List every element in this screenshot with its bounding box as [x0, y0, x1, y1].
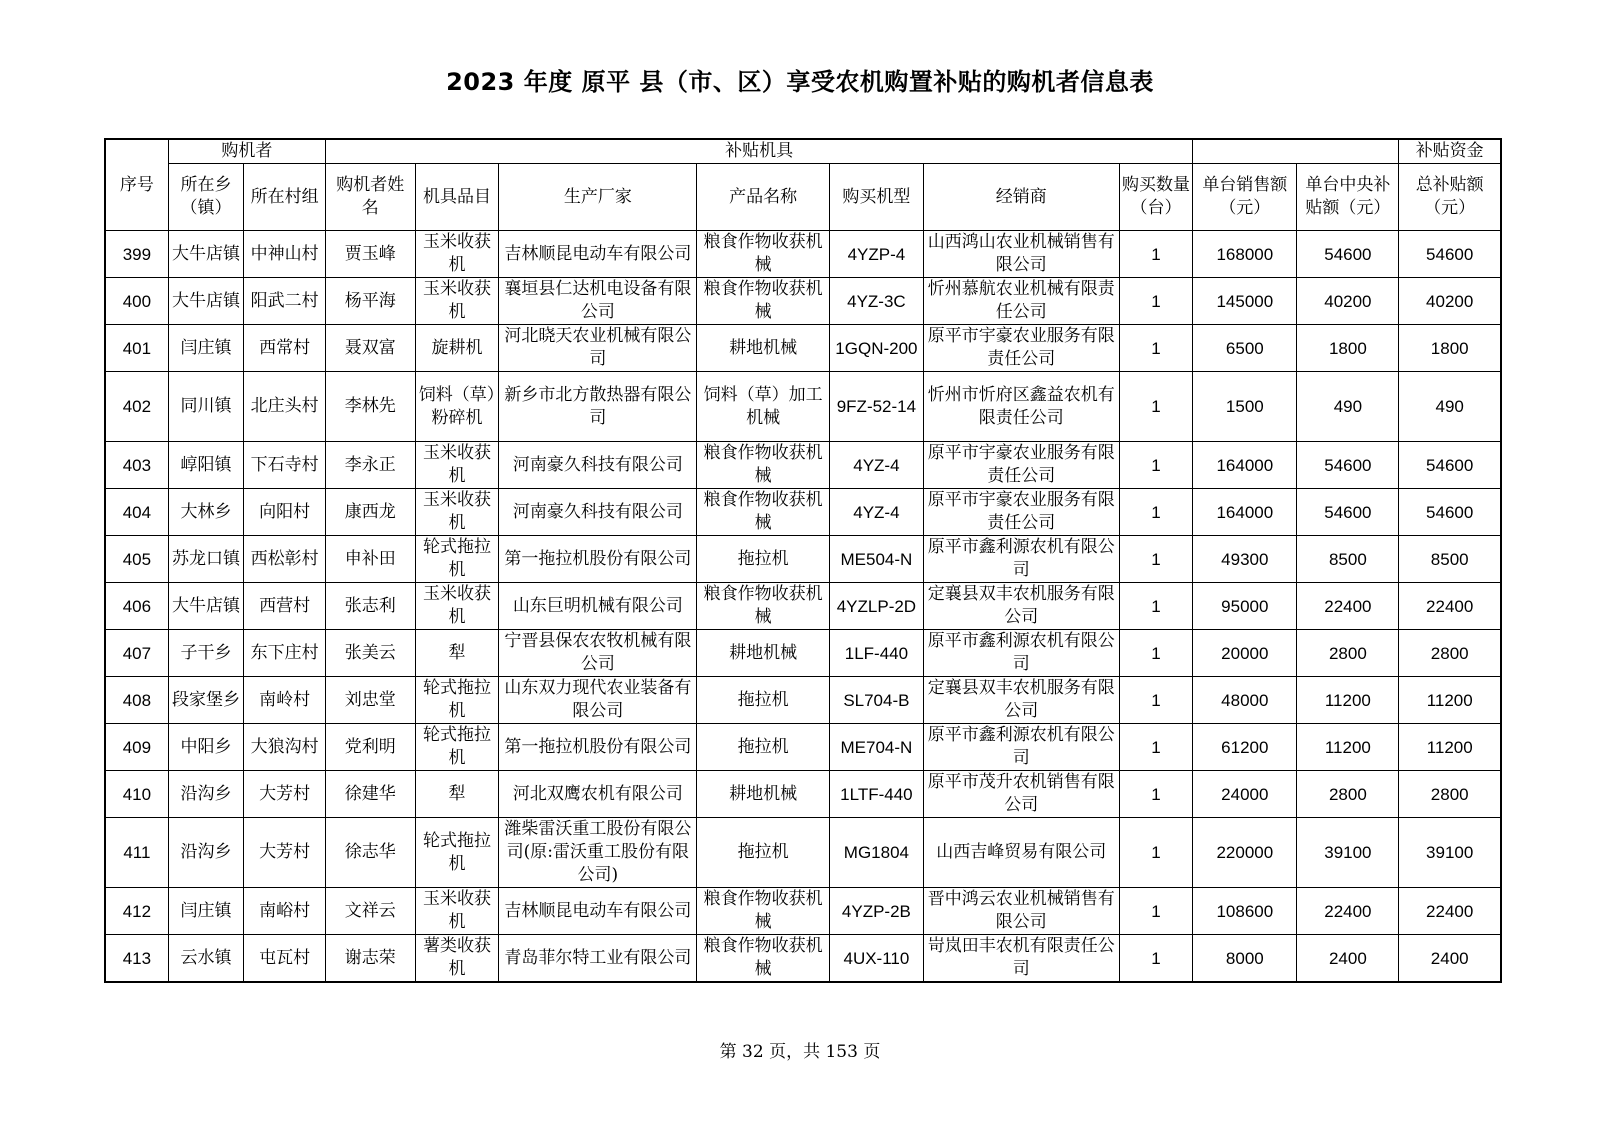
cell-unit-price: 108600: [1193, 888, 1297, 935]
group-header-buyer: 购机者: [168, 139, 325, 164]
cell-product: 粮食作物收获机械: [697, 888, 830, 935]
cell-seq: 413: [105, 935, 168, 983]
cell-total-subsidy: 22400: [1399, 583, 1501, 630]
cell-seq: 403: [105, 442, 168, 489]
table-row: [105, 630, 1501, 677]
cell-unit-price: 145000: [1193, 278, 1297, 325]
cell-unit-price: 61200: [1193, 724, 1297, 771]
table-row: [105, 325, 1501, 372]
cell-manufacturer: 潍柴雷沃重工股份有限公司(原:雷沃重工股份有限公司): [499, 818, 697, 888]
cell-manufacturer: 宁晋县保农农牧机械有限公司: [499, 630, 697, 677]
cell-central-subsidy: 11200: [1297, 677, 1399, 724]
cell-central-subsidy: 1800: [1297, 325, 1399, 372]
cell-township: 中阳乡: [168, 724, 244, 771]
cell-model: 4YZ-3C: [829, 278, 923, 325]
col-header-model: 购买机型: [829, 164, 923, 231]
cell-unit-price: 164000: [1193, 442, 1297, 489]
cell-buyer-name: 徐志华: [325, 818, 415, 888]
cell-township: 崞阳镇: [168, 442, 244, 489]
col-header-category: 机具品目: [415, 164, 499, 231]
cell-category: 玉米收获机: [415, 231, 499, 278]
cell-seq: 410: [105, 771, 168, 818]
cell-unit-price: 24000: [1193, 771, 1297, 818]
cell-manufacturer: 第一拖拉机股份有限公司: [499, 536, 697, 583]
cell-township: 闫庄镇: [168, 888, 244, 935]
cell-product: 拖拉机: [697, 818, 830, 888]
cell-township: 苏龙口镇: [168, 536, 244, 583]
cell-total-subsidy: 40200: [1399, 278, 1501, 325]
cell-unit-price: 1500: [1193, 372, 1297, 442]
cell-model: 4UX-110: [829, 935, 923, 983]
cell-total-subsidy: 2800: [1399, 630, 1501, 677]
cell-manufacturer: 襄垣县仁达机电设备有限公司: [499, 278, 697, 325]
table-row: [105, 888, 1501, 935]
table-row: [105, 771, 1501, 818]
cell-product: 粮食作物收获机械: [697, 583, 830, 630]
cell-model: 9FZ-52-14: [829, 372, 923, 442]
table-row: [105, 677, 1501, 724]
cell-manufacturer: 河北晓天农业机械有限公司: [499, 325, 697, 372]
cell-township: 闫庄镇: [168, 325, 244, 372]
col-header-product: 产品名称: [697, 164, 830, 231]
cell-dealer: 山西吉峰贸易有限公司: [923, 818, 1119, 888]
cell-product: 拖拉机: [697, 677, 830, 724]
cell-category: 玉米收获机: [415, 583, 499, 630]
cell-quantity: 1: [1119, 325, 1193, 372]
cell-village: 大芳村: [244, 818, 326, 888]
cell-unit-price: 6500: [1193, 325, 1297, 372]
cell-product: 耕地机械: [697, 325, 830, 372]
cell-village: 西营村: [244, 583, 326, 630]
col-header-village: 所在村组: [244, 164, 326, 231]
cell-unit-price: 20000: [1193, 630, 1297, 677]
cell-township: 云水镇: [168, 935, 244, 983]
cell-manufacturer: 河北双鹰农机有限公司: [499, 771, 697, 818]
cell-manufacturer: 吉林顺昆电动车有限公司: [499, 888, 697, 935]
cell-village: 东下庄村: [244, 630, 326, 677]
cell-unit-price: 95000: [1193, 583, 1297, 630]
cell-quantity: 1: [1119, 677, 1193, 724]
cell-category: 薯类收获机: [415, 935, 499, 983]
col-header-dealer: 经销商: [923, 164, 1119, 231]
cell-total-subsidy: 54600: [1399, 489, 1501, 536]
cell-product: 粮食作物收获机械: [697, 231, 830, 278]
cell-manufacturer: 青岛菲尔特工业有限公司: [499, 935, 697, 983]
cell-model: SL704-B: [829, 677, 923, 724]
cell-product: 粮食作物收获机械: [697, 278, 830, 325]
cell-quantity: 1: [1119, 935, 1193, 983]
cell-seq: 405: [105, 536, 168, 583]
document-title: 2023 年度 原平 县（市、区）享受农机购置补贴的购机者信息表: [446, 68, 1154, 96]
cell-quantity: 1: [1119, 489, 1193, 536]
table-row: [105, 278, 1501, 325]
cell-buyer-name: 张志利: [325, 583, 415, 630]
table-row: [105, 372, 1501, 442]
cell-buyer-name: 文祥云: [325, 888, 415, 935]
cell-total-subsidy: 1800: [1399, 325, 1501, 372]
table-row: [105, 935, 1501, 983]
cell-category: 玉米收获机: [415, 442, 499, 489]
cell-quantity: 1: [1119, 231, 1193, 278]
cell-seq: 412: [105, 888, 168, 935]
cell-dealer: 原平市鑫利源农机有限公司: [923, 536, 1119, 583]
cell-seq: 409: [105, 724, 168, 771]
cell-manufacturer: 山东巨明机械有限公司: [499, 583, 697, 630]
table-row: [105, 442, 1501, 489]
cell-total-subsidy: 54600: [1399, 231, 1501, 278]
cell-village: 大芳村: [244, 771, 326, 818]
cell-total-subsidy: 11200: [1399, 724, 1501, 771]
col-header-buyer-name: 购机者姓名: [325, 164, 415, 231]
cell-buyer-name: 谢志荣: [325, 935, 415, 983]
cell-dealer: 原平市鑫利源农机有限公司: [923, 630, 1119, 677]
cell-total-subsidy: 11200: [1399, 677, 1501, 724]
table-header: [105, 139, 1501, 231]
cell-township: 段家堡乡: [168, 677, 244, 724]
group-header-machine: 补贴机具: [325, 139, 1192, 164]
cell-quantity: 1: [1119, 818, 1193, 888]
cell-township: 大牛店镇: [168, 583, 244, 630]
table-row: [105, 536, 1501, 583]
cell-category: 犁: [415, 771, 499, 818]
cell-category: 玉米收获机: [415, 278, 499, 325]
cell-village: 南峪村: [244, 888, 326, 935]
cell-total-subsidy: 22400: [1399, 888, 1501, 935]
col-header-unit-price: 单台销售额（元）: [1193, 164, 1297, 231]
cell-seq: 401: [105, 325, 168, 372]
cell-category: 轮式拖拉机: [415, 536, 499, 583]
cell-central-subsidy: 2400: [1297, 935, 1399, 983]
cell-central-subsidy: 54600: [1297, 442, 1399, 489]
cell-dealer: 原平市鑫利源农机有限公司: [923, 724, 1119, 771]
col-header-seq: 序号: [105, 139, 168, 231]
group-header-funds-spacer: [1193, 139, 1399, 164]
cell-village: 西常村: [244, 325, 326, 372]
cell-total-subsidy: 54600: [1399, 442, 1501, 489]
cell-central-subsidy: 22400: [1297, 583, 1399, 630]
cell-model: ME504-N: [829, 536, 923, 583]
cell-quantity: 1: [1119, 536, 1193, 583]
cell-product: 拖拉机: [697, 536, 830, 583]
cell-model: 4YZ-4: [829, 442, 923, 489]
cell-seq: 408: [105, 677, 168, 724]
cell-dealer: 定襄县双丰农机服务有限公司: [923, 677, 1119, 724]
cell-central-subsidy: 22400: [1297, 888, 1399, 935]
table-row: [105, 818, 1501, 888]
cell-unit-price: 8000: [1193, 935, 1297, 983]
cell-model: 4YZP-2B: [829, 888, 923, 935]
cell-village: 南岭村: [244, 677, 326, 724]
cell-product: 耕地机械: [697, 630, 830, 677]
cell-central-subsidy: 54600: [1297, 489, 1399, 536]
cell-manufacturer: 河南豪久科技有限公司: [499, 442, 697, 489]
cell-manufacturer: 河南豪久科技有限公司: [499, 489, 697, 536]
buyer-info-table: [104, 138, 1502, 983]
cell-township: 大牛店镇: [168, 278, 244, 325]
cell-dealer: 岢岚田丰农机有限责任公司: [923, 935, 1119, 983]
cell-central-subsidy: 40200: [1297, 278, 1399, 325]
cell-central-subsidy: 11200: [1297, 724, 1399, 771]
cell-quantity: 1: [1119, 442, 1193, 489]
cell-township: 沿沟乡: [168, 818, 244, 888]
cell-model: 1GQN-200: [829, 325, 923, 372]
cell-buyer-name: 杨平海: [325, 278, 415, 325]
cell-village: 屯瓦村: [244, 935, 326, 983]
cell-category: 轮式拖拉机: [415, 724, 499, 771]
cell-quantity: 1: [1119, 372, 1193, 442]
cell-manufacturer: 第一拖拉机股份有限公司: [499, 724, 697, 771]
cell-category: 轮式拖拉机: [415, 677, 499, 724]
cell-manufacturer: 山东双力现代农业装备有限公司: [499, 677, 697, 724]
table-row: [105, 724, 1501, 771]
cell-dealer: 原平市宇豪农业服务有限责任公司: [923, 442, 1119, 489]
cell-total-subsidy: 8500: [1399, 536, 1501, 583]
cell-quantity: 1: [1119, 771, 1193, 818]
table-row: [105, 489, 1501, 536]
cell-category: 玉米收获机: [415, 489, 499, 536]
cell-village: 大狼沟村: [244, 724, 326, 771]
cell-product: 拖拉机: [697, 724, 830, 771]
cell-village: 西松彰村: [244, 536, 326, 583]
cell-unit-price: 49300: [1193, 536, 1297, 583]
cell-seq: 404: [105, 489, 168, 536]
cell-buyer-name: 康西龙: [325, 489, 415, 536]
cell-dealer: 原平市宇豪农业服务有限责任公司: [923, 489, 1119, 536]
cell-village: 下石寺村: [244, 442, 326, 489]
cell-central-subsidy: 8500: [1297, 536, 1399, 583]
cell-product: 粮食作物收获机械: [697, 489, 830, 536]
cell-product: 粮食作物收获机械: [697, 442, 830, 489]
cell-seq: 400: [105, 278, 168, 325]
cell-buyer-name: 张美云: [325, 630, 415, 677]
cell-category: 旋耕机: [415, 325, 499, 372]
cell-buyer-name: 聂双富: [325, 325, 415, 372]
cell-village: 向阳村: [244, 489, 326, 536]
table-body: [105, 231, 1501, 983]
cell-buyer-name: 李永正: [325, 442, 415, 489]
cell-model: 4YZP-4: [829, 231, 923, 278]
cell-dealer: 原平市宇豪农业服务有限责任公司: [923, 325, 1119, 372]
col-header-quantity: 购买数量（台）: [1119, 164, 1193, 231]
cell-total-subsidy: 2400: [1399, 935, 1501, 983]
cell-model: 4YZ-4: [829, 489, 923, 536]
cell-dealer: 忻州慕航农业机械有限责任公司: [923, 278, 1119, 325]
cell-seq: 411: [105, 818, 168, 888]
cell-unit-price: 164000: [1193, 489, 1297, 536]
cell-product: 饲料（草）加工机械: [697, 372, 830, 442]
cell-central-subsidy: 490: [1297, 372, 1399, 442]
cell-product: 耕地机械: [697, 771, 830, 818]
page-footer: 第 32 页，共 153 页: [719, 1042, 881, 1062]
cell-township: 同川镇: [168, 372, 244, 442]
cell-quantity: 1: [1119, 724, 1193, 771]
cell-model: 1LTF-440: [829, 771, 923, 818]
cell-dealer: 晋中鸿云农业机械销售有限公司: [923, 888, 1119, 935]
cell-category: 轮式拖拉机: [415, 818, 499, 888]
cell-model: 4YZLP-2D: [829, 583, 923, 630]
cell-model: ME704-N: [829, 724, 923, 771]
cell-buyer-name: 贾玉峰: [325, 231, 415, 278]
cell-seq: 402: [105, 372, 168, 442]
table-row: [105, 231, 1501, 278]
cell-township: 大林乡: [168, 489, 244, 536]
cell-quantity: 1: [1119, 888, 1193, 935]
cell-seq: 406: [105, 583, 168, 630]
cell-model: 1LF-440: [829, 630, 923, 677]
cell-central-subsidy: 54600: [1297, 231, 1399, 278]
cell-manufacturer: 新乡市北方散热器有限公司: [499, 372, 697, 442]
cell-buyer-name: 李林先: [325, 372, 415, 442]
col-header-manufacturer: 生产厂家: [499, 164, 697, 231]
cell-township: 子干乡: [168, 630, 244, 677]
cell-central-subsidy: 39100: [1297, 818, 1399, 888]
cell-quantity: 1: [1119, 583, 1193, 630]
cell-quantity: 1: [1119, 278, 1193, 325]
cell-seq: 399: [105, 231, 168, 278]
cell-township: 沿沟乡: [168, 771, 244, 818]
cell-quantity: 1: [1119, 630, 1193, 677]
cell-dealer: 山西鸿山农业机械销售有限公司: [923, 231, 1119, 278]
cell-village: 北庄头村: [244, 372, 326, 442]
cell-unit-price: 168000: [1193, 231, 1297, 278]
cell-total-subsidy: 39100: [1399, 818, 1501, 888]
group-header-funds: 补贴资金: [1399, 139, 1501, 164]
cell-buyer-name: 党利明: [325, 724, 415, 771]
cell-buyer-name: 刘忠堂: [325, 677, 415, 724]
cell-village: 中神山村: [244, 231, 326, 278]
cell-dealer: 定襄县双丰农机服务有限公司: [923, 583, 1119, 630]
cell-unit-price: 48000: [1193, 677, 1297, 724]
cell-manufacturer: 吉林顺昆电动车有限公司: [499, 231, 697, 278]
cell-dealer: 原平市茂升农机销售有限公司: [923, 771, 1119, 818]
cell-central-subsidy: 2800: [1297, 630, 1399, 677]
cell-category: 饲料（草）粉碎机: [415, 372, 499, 442]
cell-central-subsidy: 2800: [1297, 771, 1399, 818]
cell-village: 阳武二村: [244, 278, 326, 325]
cell-buyer-name: 申补田: [325, 536, 415, 583]
cell-model: MG1804: [829, 818, 923, 888]
cell-unit-price: 220000: [1193, 818, 1297, 888]
cell-category: 玉米收获机: [415, 888, 499, 935]
cell-category: 犁: [415, 630, 499, 677]
cell-township: 大牛店镇: [168, 231, 244, 278]
table-row: [105, 583, 1501, 630]
cell-seq: 407: [105, 630, 168, 677]
cell-total-subsidy: 490: [1399, 372, 1501, 442]
cell-total-subsidy: 2800: [1399, 771, 1501, 818]
col-header-township: 所在乡（镇）: [168, 164, 244, 231]
cell-dealer: 忻州市忻府区鑫益农机有限责任公司: [923, 372, 1119, 442]
cell-product: 粮食作物收获机械: [697, 935, 830, 983]
col-header-total-subsidy: 总补贴额（元）: [1399, 164, 1501, 231]
col-header-central-subsidy: 单台中央补贴额（元）: [1297, 164, 1399, 231]
cell-buyer-name: 徐建华: [325, 771, 415, 818]
